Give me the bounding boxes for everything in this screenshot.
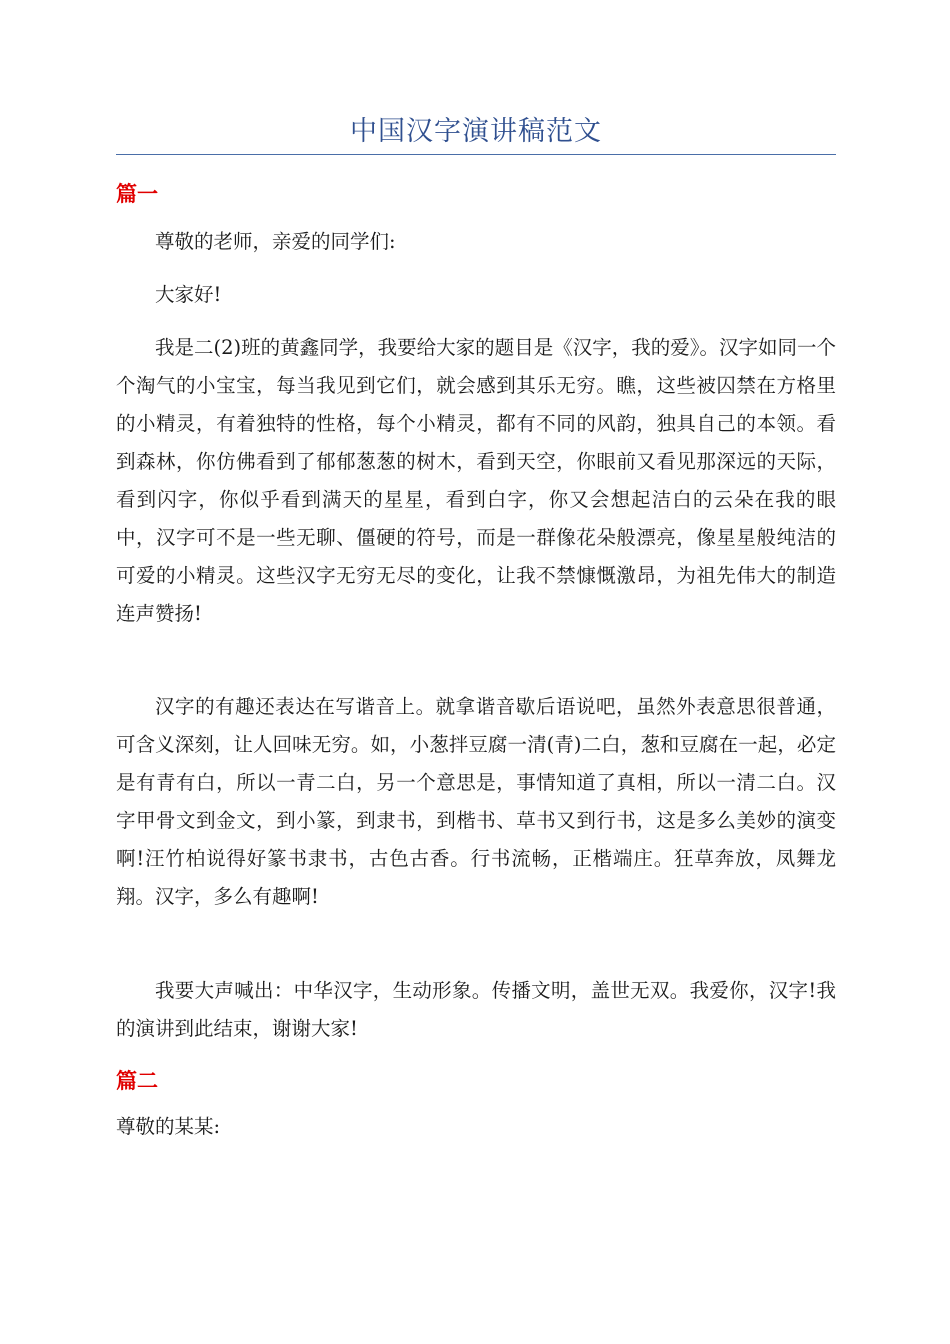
document-title: 中国汉字演讲稿范文: [350, 116, 602, 147]
section-heading-1: 篇一: [116, 181, 158, 206]
paragraph-greeting: 大家好!: [155, 283, 222, 306]
paragraph-body-2: 汉字的有趣还表达在写谐音上。就拿谐音歇后语说吧，虽然外表意思很普通，可含义深刻，让人回味无穷。如，小葱拌豆腐一清(青)二白，葱和豆腐在一起，必定是有青有白，所以一青二白，另一个意思是，事情知道了真相，所以一清二白。汉字甲骨文到金文，到小篆，到隶书，到楷书、草书又到行书，这是多么美妙的演变啊!汪竹柏说得好篆书隶书，古色古香。行书流畅，正楷端庄。狂草奔放，凤舞龙翔。汉字，多么有趣啊!: [116, 695, 836, 908]
paragraph-body-1: 我是二(2)班的黄鑫同学，我要给大家的题目是《汉字，我的爱》。汉字如同一个个淘气的小宝宝，每当我见到它们，就会感到其乐无穷。瞧，这些被囚禁在方格里的小精灵，有着独特的性格，每个小精灵，都有不同的风韵，独具自己的本领。看到森林，你仿佛看到了郁郁葱葱的树木，看到天空，你眼前又看见那深远的天际，看到闪字，你似乎看到满天的星星，看到白字，你又会想起洁白的云朵在我的眼中，汉字可不是一些无聊、僵硬的符号，而是一群像花朵般漂亮，像星星般纯洁的可爱的小精灵。这些汉字无穷无尽的变化，让我不禁慷慨激昂，为祖先伟大的制造连声赞扬!: [116, 336, 836, 625]
paragraph-salutation-2: 尊敬的某某:: [116, 1115, 221, 1138]
paragraph-closing: 我要大声喊出：中华汉字，生动形象。传播文明，盖世无双。我爱你，汉字!我的演讲到此结束，谢谢大家!: [116, 979, 836, 1040]
paragraph-salutation: 尊敬的老师，亲爱的同学们:: [155, 230, 396, 253]
title-underline: [116, 154, 836, 155]
section-heading-2: 篇二: [116, 1068, 158, 1093]
